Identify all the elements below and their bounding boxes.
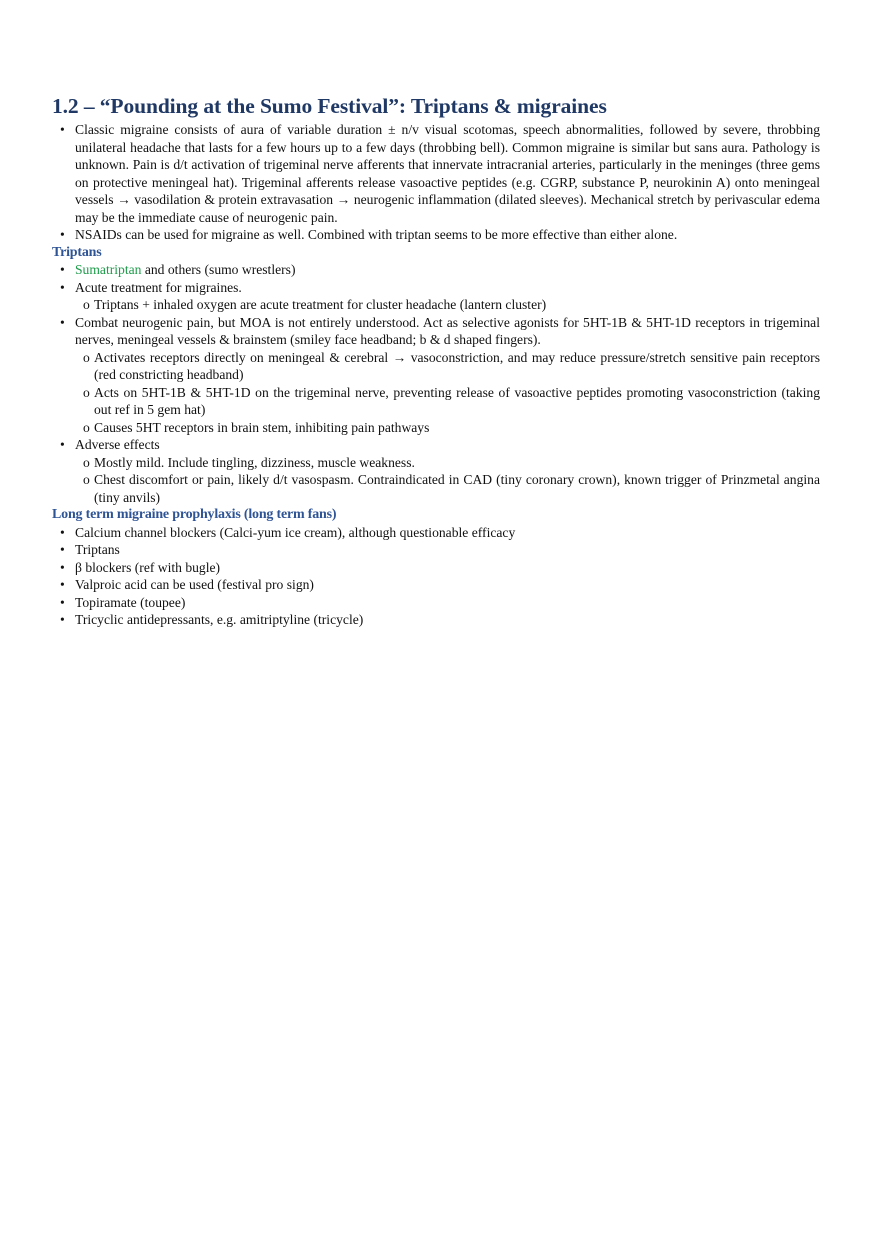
sub-list: [75, 454, 820, 507]
sub-list-item: [75, 419, 820, 437]
sub-list-item-text: Activates receptors directly on meningeal & cerebral → vasoconstriction, and may reduce pressure/stretch sensitive pain receptors (red constricting headband): [94, 349, 820, 382]
list-item-text: Acute treatment for migraines.: [75, 279, 242, 295]
list-item-text: Combat neurogenic pain, but MOA is not entirely understood. Act as selective agonists for 5HT-1B & 5HT-1D receptors in trigeminal nerves, meningeal vessels & brainstem (smiley face headband; b & d shaped fingers).: [75, 314, 820, 347]
bullet-icon: •: [60, 122, 65, 137]
bullet-icon: •: [60, 262, 65, 277]
bullet-icon: •: [60, 524, 65, 540]
list-item-text: and others (sumo wrestlers): [141, 262, 296, 277]
triptans-list: [52, 261, 820, 506]
bullet-icon: •: [60, 279, 65, 295]
sub-list-item-text: Chest discomfort or pain, likely d/t vasospasm. Contraindicated in CAD (tiny coronary crown), known trigger of Prinzmetal angina (tiny anvils): [94, 472, 820, 505]
sub-list-item-text: Mostly mild. Include tingling, dizziness, muscle weakness.: [94, 454, 415, 470]
list-item: [52, 559, 820, 577]
list-item-text: Adverse effects: [75, 437, 160, 452]
list-item: [52, 279, 820, 314]
list-item: [52, 524, 820, 542]
list-item: [52, 594, 820, 612]
bullet-icon: •: [60, 314, 65, 330]
intro-list: [52, 121, 820, 244]
sub-list-item: [75, 384, 820, 419]
sub-bullet-icon: o: [83, 454, 90, 470]
list-item: [52, 314, 820, 437]
sub-bullet-icon: o: [83, 297, 90, 312]
sub-bullet-icon: o: [83, 384, 90, 400]
list-item: [52, 226, 820, 244]
section-heading-triptans: Triptans: [52, 244, 102, 260]
list-item-text: Topiramate (toupee): [75, 594, 186, 610]
section-heading-prophylaxis: Long term migraine prophylaxis (long term fans): [52, 507, 337, 522]
list-item: [52, 611, 820, 629]
sub-bullet-icon: o: [83, 419, 90, 435]
bullet-icon: •: [60, 227, 65, 242]
list-item-text: β blockers (ref with bugle): [75, 559, 221, 575]
sub-list-item: [75, 471, 820, 506]
list-item-text: Triptans: [75, 542, 120, 557]
bullet-icon: •: [60, 577, 65, 592]
bullet-icon: •: [60, 437, 65, 452]
sub-list-item: [75, 349, 820, 384]
page-title: 1.2 – “Pounding at the Sumo Festival”: Triptans & migraines: [52, 94, 607, 118]
sub-list-item-text: Acts on 5HT-1B & 5HT-1D on the trigeminal nerve, preventing release of vasoactive peptides promoting vasoconstriction (taking out ref in 5 gem hat): [94, 384, 820, 417]
list-item: [52, 261, 820, 279]
bullet-icon: •: [60, 559, 65, 575]
bullet-icon: •: [60, 594, 65, 610]
drug-name-sumatriptan: Sumatriptan: [75, 262, 142, 277]
list-item-text: Valproic acid can be used (festival pro sign): [75, 577, 314, 592]
sub-list-item: [75, 454, 820, 472]
sub-list-item-text: Triptans + inhaled oxygen are acute treatment for cluster headache (lantern cluster): [94, 297, 547, 312]
prophylaxis-list: [52, 524, 820, 629]
sub-bullet-icon: o: [83, 472, 90, 487]
sub-bullet-icon: o: [83, 349, 90, 365]
list-item-text: Classic migraine consists of aura of variable duration ± n/v visual scotomas, speech abnormalities, followed by severe, throbbing unilateral headache that lasts for a few hours up to a few days (throbbing bell). Common migraine is similar but sans aura. Pathology is unknown. Pain is d/t activation of trigeminal nerve afferents that innervate intracranial arteries, particularly in the meninges (three gems on protective meningeal hat). Trigeminal afferents release vasoactive peptides (e.g. CGRP, substance P, neurokinin A) onto meningeal vessels → vasodilation & protein extravasation → neurogenic inflammation (dilated sleeves). Mechanical stretch by perivascular edema may be the immediate cause of neurogenic pain.: [75, 122, 820, 225]
sub-list-item: [75, 296, 820, 314]
list-item: [52, 121, 820, 226]
document-page: [52, 93, 820, 629]
list-item-text: Calcium channel blockers (Calci-yum ice cream), although questionable efficacy: [75, 524, 516, 540]
list-item: [52, 541, 820, 559]
sub-list-item-text: Causes 5HT receptors in brain stem, inhibiting pain pathways: [94, 419, 430, 435]
bullet-icon: •: [60, 612, 65, 627]
sub-list: [75, 296, 820, 314]
list-item-text: NSAIDs can be used for migraine as well. Combined with triptan seems to be more effective than either alone.: [75, 227, 678, 242]
bullet-icon: •: [60, 542, 65, 557]
sub-list: [75, 349, 820, 437]
list-item: [52, 576, 820, 594]
list-item: [52, 436, 820, 506]
list-item-text: Tricyclic antidepressants, e.g. amitriptyline (tricycle): [75, 612, 364, 627]
